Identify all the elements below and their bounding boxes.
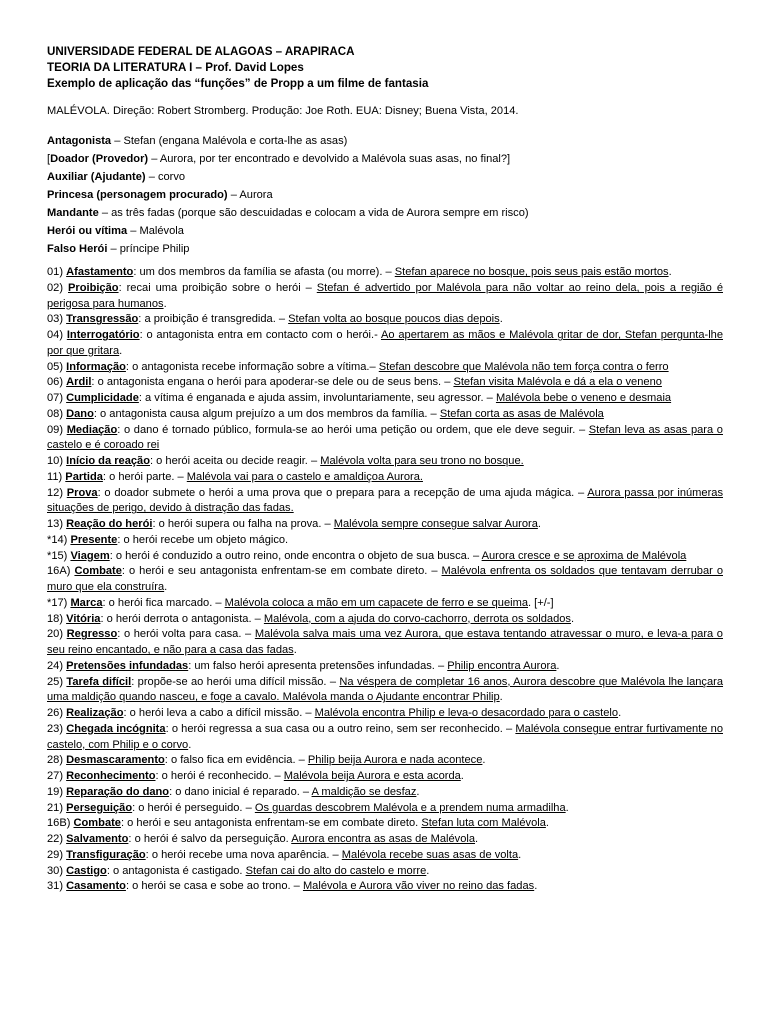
- role-row: [47, 222, 723, 240]
- role-row: [47, 186, 723, 204]
- function-number: 25): [47, 675, 67, 688]
- function-number: 18): [47, 612, 67, 625]
- function-suffix: .: [668, 266, 672, 279]
- function-item: [47, 627, 723, 659]
- function-item: [47, 722, 723, 754]
- function-name: Cumplicidade: [66, 392, 139, 405]
- function-suffix: .: [475, 833, 479, 846]
- role-label: Mandante: [47, 207, 99, 220]
- function-example: Malévola consegue entrar furtivamente no castelo, com Philip e o corvo: [47, 722, 723, 751]
- function-number: *17): [47, 596, 71, 609]
- function-number: 22): [47, 833, 67, 846]
- role-description: Stefan (engana Malévola e corta-lhe as asas): [123, 135, 348, 148]
- function-example: Malévola encontra Philip e leva-o desacordado para o castelo: [314, 707, 619, 720]
- function-item: [47, 706, 723, 722]
- role-separator: –: [98, 207, 112, 220]
- function-definition: : o herói é perseguido. –: [132, 801, 255, 814]
- function-example: Malévola coloca a mão em um capacete de ferro e se queima: [224, 596, 528, 609]
- function-number: 23): [47, 722, 67, 735]
- function-number: 02): [47, 281, 68, 294]
- role-label: Doador (Provedor): [50, 153, 149, 166]
- function-item: [47, 360, 723, 376]
- function-definition: : o herói derrota o antagonista. –: [100, 612, 264, 625]
- function-name: Perseguição: [66, 801, 133, 814]
- function-example: Malévola sempre consegue salvar Aurora: [333, 518, 538, 531]
- function-definition: : o herói leva a cabo a difícil missão. –: [123, 707, 315, 720]
- function-item: [47, 879, 723, 895]
- function-definition: : o herói é conduzido a outro reino, onde encontra o objeto de sua busca. –: [109, 549, 482, 562]
- function-definition: : o herói recebe uma nova aparência. –: [145, 848, 342, 861]
- function-example: Stefan cai do alto do castelo e morre: [245, 864, 427, 877]
- function-definition: : o herói supera ou falha na prova. –: [152, 518, 334, 531]
- function-name: Viagem: [70, 549, 110, 562]
- function-example: Stefan corta as asas de Malévola: [439, 407, 604, 420]
- function-definition: : o falso fica em evidência. –: [164, 754, 308, 767]
- function-suffix: .: [565, 801, 569, 814]
- function-example: Stefan visita Malévola e dá a ela o veneno: [453, 376, 662, 389]
- role-label: Antagonista: [47, 135, 112, 148]
- function-number: *15): [47, 549, 71, 562]
- function-name: Realização: [66, 707, 124, 720]
- function-suffix: .: [163, 297, 167, 310]
- role-row: [47, 168, 723, 186]
- function-name: Presente: [70, 533, 118, 546]
- function-suffix: .: [545, 817, 549, 830]
- function-suffix: . [+/-]: [528, 596, 554, 609]
- function-suffix: .: [534, 880, 538, 893]
- function-example: Stefan descobre que Malévola não tem força contra o ferro: [378, 360, 669, 373]
- function-item: [47, 832, 723, 848]
- function-name: Mediação: [66, 423, 118, 436]
- function-suffix: .: [518, 848, 522, 861]
- role-row: [47, 240, 723, 258]
- role-separator: –: [111, 135, 124, 148]
- role-description: príncipe Philip: [119, 243, 190, 256]
- function-definition: : propõe-se ao herói uma difícil missão. –: [131, 675, 340, 688]
- role-description: Aurora: [239, 189, 273, 202]
- function-number: 04): [47, 329, 67, 342]
- function-name: Reação do herói: [66, 518, 153, 531]
- role-label: Herói ou vítima: [47, 225, 128, 238]
- function-example: Os guardas descobrem Malévola e a prendem numa armadilha: [254, 801, 566, 814]
- function-example: Malévola salva mais uma vez Aurora, que estava tentando atravessar o muro, e leva-a para o seu reino encantado, e não para a casa das fadas: [47, 628, 723, 657]
- function-name: Transgressão: [66, 313, 139, 326]
- function-number: 26): [47, 707, 67, 720]
- function-number: 30): [47, 864, 67, 877]
- function-example: Malévola, com a ajuda do corvo-cachorro, derrota os soldados: [263, 612, 571, 625]
- function-example: Stefan luta com Malévola: [421, 817, 546, 830]
- function-number: 24): [47, 659, 67, 672]
- function-definition: : um falso herói apresenta pretensões infundadas. –: [188, 659, 448, 672]
- function-definition: : o herói e seu antagonista enfrentam-se em combate direto. –: [121, 565, 442, 578]
- function-item: [47, 785, 723, 801]
- function-number: 21): [47, 801, 67, 814]
- function-item: [47, 375, 723, 391]
- function-suffix: .: [188, 738, 192, 751]
- document-page: [47, 44, 723, 895]
- function-number: 09): [47, 423, 67, 436]
- function-item: [47, 596, 723, 612]
- propp-functions-list: [47, 265, 723, 895]
- function-number: 31): [47, 880, 67, 893]
- function-number: 01): [47, 266, 67, 279]
- role-label: Princesa (personagem procurado): [47, 189, 228, 202]
- function-example: Malévola e Aurora vão viver no reino das fadas: [302, 880, 535, 893]
- function-name: Proibição: [68, 281, 119, 294]
- function-example: Aurora cresce e se aproxima de Malévola: [481, 549, 687, 562]
- function-suffix: .: [416, 785, 420, 798]
- function-example: Malévola vai para o castelo e amaldiçoa Aurora.: [186, 470, 423, 483]
- function-number: 07): [47, 392, 67, 405]
- function-name: Pretensões infundadas: [66, 659, 189, 672]
- function-item: [47, 864, 723, 880]
- function-definition: : a vítima é enganada e ajuda assim, involuntariamente, seu agressor. –: [138, 392, 496, 405]
- function-number: 11): [47, 470, 66, 483]
- function-suffix: .: [426, 864, 430, 877]
- role-separator: –: [127, 225, 140, 238]
- function-definition: : o dano é tornado público, formula-se ao herói uma petição ou ordem, que ele deve seguir. –: [117, 423, 589, 436]
- function-name: Ardil: [66, 376, 92, 389]
- function-definition: : o herói aceita ou decide reagir. –: [149, 455, 321, 468]
- function-item: [47, 659, 723, 675]
- function-item: [47, 848, 723, 864]
- function-item: [47, 801, 723, 817]
- function-name: Desmascaramento: [66, 754, 165, 767]
- function-definition: : um dos membros da família se afasta (ou morre). –: [133, 266, 395, 279]
- function-number: 10): [47, 455, 67, 468]
- function-number: 16B): [47, 817, 74, 830]
- function-item: [47, 312, 723, 328]
- function-example: Stefan é advertido por Malévola para não voltar ao reino dela, pois a região é perigosa para humanos: [47, 281, 723, 310]
- function-definition: : o antagonista causa algum prejuízo a um dos membros da família. –: [93, 407, 440, 420]
- function-name: Casamento: [66, 880, 126, 893]
- function-item: [47, 533, 723, 549]
- function-definition: : o herói parte. –: [102, 470, 187, 483]
- function-suffix: .: [119, 344, 123, 357]
- role-description: as três fadas (porque são descuidadas e colocam a vida de Aurora sempre em risco): [111, 207, 529, 220]
- function-definition: : a proibição é transgredida. –: [138, 313, 289, 326]
- function-number: 27): [47, 770, 67, 783]
- function-definition: : o antagonista é castigado.: [106, 864, 246, 877]
- function-name: Vitória: [66, 612, 101, 625]
- role-label: Falso Herói: [47, 243, 108, 256]
- function-item: [47, 564, 723, 596]
- character-roles-list: [47, 132, 723, 258]
- function-item: [47, 454, 723, 470]
- function-item: [47, 265, 723, 281]
- function-definition: : o antagonista recebe informação sobre a vítima.–: [125, 360, 379, 373]
- function-suffix: .: [499, 691, 503, 704]
- function-number: 03): [47, 313, 67, 326]
- function-name: Reparação do dano: [66, 785, 170, 798]
- function-definition: : o herói se casa e sobe ao trono. –: [125, 880, 303, 893]
- function-number: *14): [47, 533, 71, 546]
- function-item: [47, 486, 723, 518]
- function-name: Marca: [70, 596, 103, 609]
- function-example: Malévola enfrenta os soldados que tentavam derrubar o muro que ela construíra: [47, 565, 723, 594]
- function-item: [47, 407, 723, 423]
- document-title: Exemplo de aplicação das “funções” de Propp a um filme de fantasia: [47, 76, 429, 90]
- function-suffix: .: [556, 659, 560, 672]
- function-definition: : o dano inicial é reparado. –: [169, 785, 312, 798]
- function-name: Partida: [65, 470, 103, 483]
- function-name: Dano: [66, 407, 94, 420]
- function-example: Aurora encontra as asas de Malévola: [291, 833, 476, 846]
- function-name: Tarefa difícil: [66, 675, 132, 688]
- function-example: Malévola beija Aurora e esta acorda: [283, 770, 461, 783]
- function-name: Regresso: [66, 628, 118, 641]
- function-number: 08): [47, 407, 67, 420]
- function-item: [47, 753, 723, 769]
- function-suffix: .: [570, 612, 575, 625]
- function-definition: : o herói volta para casa. –: [117, 628, 255, 641]
- function-number: 29): [47, 848, 67, 861]
- function-item: [47, 423, 723, 455]
- function-item: [47, 281, 723, 313]
- role-separator: –: [107, 243, 120, 256]
- function-example: Philip beija Aurora e nada acontece: [307, 754, 483, 767]
- function-definition: : o doador submete o herói a uma prova que o prepara para a recepção de uma ajuda mágica. –: [97, 486, 588, 499]
- function-definition: : o herói e seu antagonista enfrentam-se em combate direto.: [120, 817, 422, 830]
- function-definition: : o herói é salvo da perseguição.: [128, 833, 292, 846]
- function-definition: : o antagonista engana o herói para apoderar-se dele ou de seus bens. –: [91, 376, 454, 389]
- role-description: corvo: [157, 171, 186, 184]
- function-definition: : o herói é reconhecido. –: [155, 770, 284, 783]
- function-number: 05): [47, 360, 67, 373]
- function-item: [47, 549, 723, 565]
- function-example: Malévola recebe suas asas de volta: [341, 848, 519, 861]
- function-item: [47, 470, 723, 486]
- function-example: A maldição se desfaz: [311, 785, 417, 798]
- function-name: Informação: [66, 360, 126, 373]
- function-name: Chegada incógnita: [66, 722, 166, 735]
- function-suffix: .: [499, 313, 503, 326]
- role-separator: –: [227, 189, 240, 202]
- function-number: 28): [47, 754, 67, 767]
- function-name: Salvamento: [66, 833, 129, 846]
- function-name: Castigo: [66, 864, 107, 877]
- function-suffix: .: [164, 581, 168, 594]
- function-definition: : o herói regressa a sua casa ou a outro reino, sem ser reconhecido. –: [165, 722, 516, 735]
- role-row: [47, 132, 723, 150]
- function-item: [47, 391, 723, 407]
- role-row: [47, 204, 723, 222]
- film-reference: MALÉVOLA. Direção: Robert Stromberg. Produção: Joe Roth. EUA: Disney; Buena Vista, 2014.: [47, 105, 519, 118]
- role-row: [47, 150, 723, 168]
- function-suffix: .: [618, 707, 622, 720]
- function-definition: : recai uma proibição sobre o herói –: [118, 281, 317, 294]
- function-example: Stefan leva as asas para o castelo e é coroado rei: [47, 423, 723, 452]
- function-name: Afastamento: [66, 266, 134, 279]
- role-description: Aurora, por ter encontrado e devolvido a Malévola suas asas, no final?]: [159, 153, 511, 166]
- role-label: Auxiliar (Ajudante): [47, 171, 146, 184]
- function-example: Malévola volta para seu trono no bosque.: [320, 455, 524, 468]
- function-definition: : o herói fica marcado. –: [102, 596, 225, 609]
- function-name: Combate: [74, 565, 122, 578]
- function-example: Philip encontra Aurora: [447, 659, 557, 672]
- function-number: 12): [47, 486, 67, 499]
- function-item: [47, 675, 723, 707]
- function-example: Stefan volta ao bosque poucos dias depois: [288, 313, 500, 326]
- function-example: Aurora passa por inúmeras situações de perigo, devido à distração das fadas.: [47, 486, 723, 515]
- function-example: Malévola bebe o veneno e desmaia: [495, 392, 672, 405]
- function-name: Combate: [73, 817, 121, 830]
- function-number: 13): [47, 518, 67, 531]
- function-item: [47, 816, 723, 832]
- function-number: 16A): [47, 565, 75, 578]
- function-suffix: .: [460, 770, 464, 783]
- function-name: Interrogatório: [66, 329, 140, 342]
- role-separator: –: [148, 153, 160, 166]
- function-definition: : o antagonista entra em contacto com o herói.-: [139, 329, 381, 342]
- function-number: 19): [47, 785, 67, 798]
- function-number: 20): [47, 628, 67, 641]
- function-example: Ao apertarem as mãos e Malévola gritar de dor, Stefan pergunta-lhe por que gritara: [47, 329, 723, 357]
- function-item: [47, 612, 723, 628]
- role-separator: –: [145, 171, 158, 184]
- course-title: TEORIA DA LITERATURA I – Prof. David Lopes: [47, 60, 304, 74]
- function-item: [47, 517, 723, 533]
- university-title: UNIVERSIDADE FEDERAL DE ALAGOAS – ARAPIRACA: [47, 45, 355, 58]
- function-suffix: .: [537, 518, 541, 531]
- function-item: [47, 328, 723, 360]
- function-suffix: .: [482, 754, 486, 767]
- function-example: Stefan aparece no bosque, pois seus pais estão mortos: [394, 266, 669, 279]
- role-bracket: [: [47, 153, 51, 166]
- function-name: Início da reação: [66, 455, 150, 468]
- function-number: 06): [47, 376, 67, 389]
- role-description: Malévola: [139, 225, 184, 238]
- function-name: Prova: [66, 486, 98, 499]
- function-name: Transfiguração: [66, 848, 146, 861]
- function-name: Reconhecimento: [66, 770, 156, 783]
- function-item: [47, 769, 723, 785]
- function-definition: : o herói recebe um objeto mágico.: [117, 533, 289, 546]
- function-example: Na véspera de completar 16 anos, Aurora descobre que Malévola lhe lançara uma maldição quando nasceu, e foge a cavalo. Malévola manda o Ajudante encontrar Philip: [47, 675, 724, 704]
- function-suffix: .: [293, 644, 297, 657]
